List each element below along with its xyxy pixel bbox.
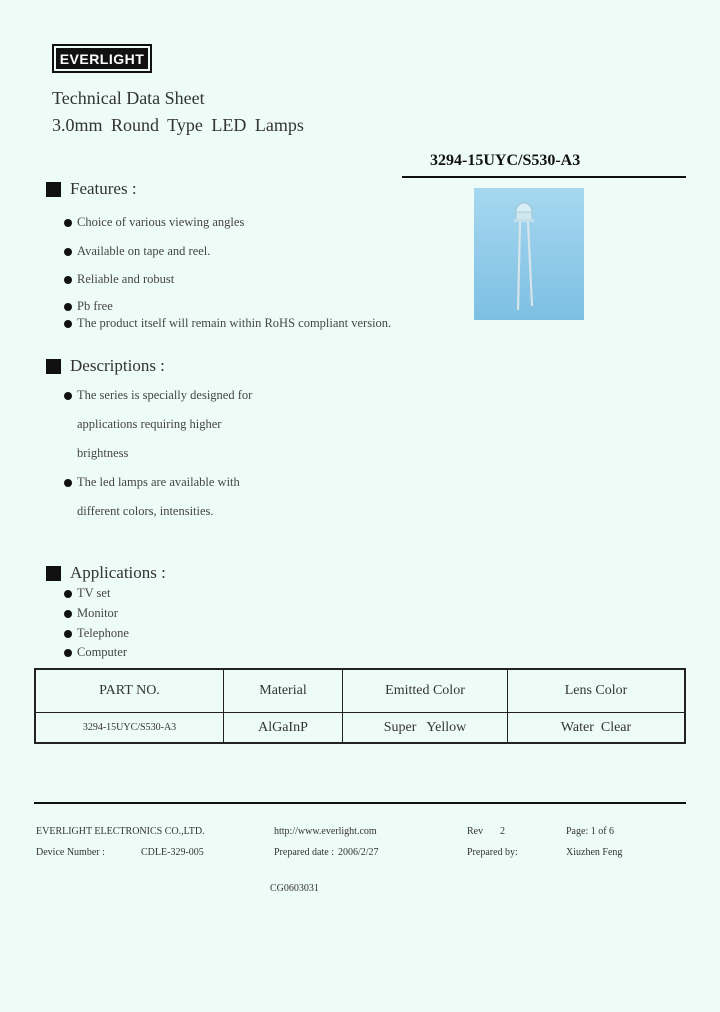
table-row [36,713,685,743]
bullet-icon [64,479,72,487]
table-header-cell: Emitted Color [343,670,508,713]
footer-device-value: CDLE-329-005 [141,847,204,858]
table-cell: 3294-15UYC/S530-A3 [36,713,224,743]
table-header-cell: Material [224,670,343,713]
footer-rev-value: 2 [500,826,505,837]
list-item: TV set [64,586,110,601]
header-divider [402,176,686,178]
led-lamp-icon [474,188,584,320]
table-header-cell: Lens Color [508,670,685,713]
logo-text: EVERLIGHT [56,48,148,69]
bullet-icon [64,276,72,284]
list-item: Telephone [64,626,129,641]
list-item-continuation: brightness [77,446,129,460]
bullet-icon [64,630,72,638]
bullet-icon [64,610,72,618]
list-item: Reliable and robust [64,272,174,287]
section-square-icon [46,182,61,197]
list-item: Choice of various viewing angles [64,215,244,230]
table-cell: Super Yellow [343,713,508,743]
footer-rev-label: Rev [467,826,484,837]
footer-company: EVERLIGHT ELECTRONICS CO.,LTD. [36,826,205,837]
footer-device-label: Device Number : [36,847,105,858]
list-item: The product itself will remain within RoHS compliant version. [64,316,391,331]
list-item: Pb free [64,299,113,314]
bullet-icon [64,320,72,328]
spec-table [34,668,686,744]
features-heading: Features : [70,179,137,198]
list-item-continuation: applications requiring higher [77,417,222,431]
list-item: Monitor [64,606,118,621]
footer-prepared-by-label: Prepared by: [467,847,518,858]
footer-prepared-date-label: Prepared date : [274,847,334,858]
table-cell: AlGaInP [224,713,343,743]
descriptions-heading: Descriptions : [70,356,165,375]
section-square-icon [46,566,61,581]
table-header-row [36,670,685,713]
table-header-cell: PART NO. [36,670,224,713]
list-item: Available on tape and reel. [64,244,210,259]
section-square-icon [46,359,61,374]
doc-subtitle: 3.0mm Round Type LED Lamps [52,115,304,135]
footer-prepared-by-value: Xiuzhen Feng [566,847,623,858]
list-item: The led lamps are available with [64,475,240,490]
footer-website: http://www.everlight.com [274,826,377,837]
led-lamp-image [474,188,584,320]
footer-prepared-date-value: 2006/2/27 [338,847,379,858]
footer-page-info: Page: 1 of 6 [566,826,615,837]
part-number-header: 3294-15UYC/S530-A3 [430,152,581,169]
company-logo [52,44,152,73]
footer-divider [34,802,686,804]
list-item: The series is specially designed for [64,388,252,403]
bullet-icon [64,219,72,227]
applications-heading: Applications : [70,563,166,582]
bullet-icon [64,248,72,256]
table-cell: Water Clear [508,713,685,743]
bullet-icon [64,590,72,598]
bullet-icon [64,392,72,400]
list-item: Computer [64,645,127,660]
footer-doc-code: CG0603031 [270,883,319,894]
list-item-continuation: different colors, intensities. [77,504,214,518]
bullet-icon [64,303,72,311]
doc-title: Technical Data Sheet [52,88,205,108]
bullet-icon [64,649,72,657]
